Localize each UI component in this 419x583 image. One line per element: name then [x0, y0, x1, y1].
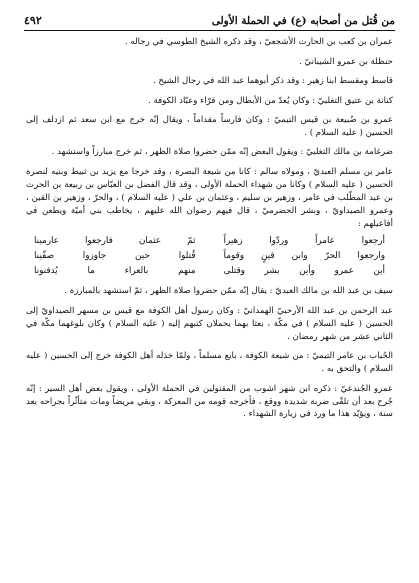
poem-verse [34, 234, 385, 249]
poem-verse [34, 264, 385, 279]
entry-imran: عمران بن كعب بن الحارث الأشجعيّ ، وقد ذكره الشيخ الطوسي في رجاله . [124, 37, 393, 47]
verse-second-hemistich: منهم بالعراء ما يُدفنونا [34, 266, 196, 277]
poem [34, 234, 385, 279]
verse-first-hemistich: أرجعوا عامراً وردّوا زهيراً [223, 236, 385, 247]
header-rule [24, 30, 395, 31]
entry-kinana: كنانة بن عتيق التغلبيّ : وكان يُعدّ من الأبطال ومن قرّاء وعبّاد الكوفة . [148, 95, 393, 106]
verse-second-hemistich: قُتلوا حين جاوزوا صفّينا [34, 251, 196, 262]
entry-hanzala: حنظلة بن عمرو الشيبانيّ . [298, 56, 393, 67]
verse-second-hemistich: ثمّ عثمان فارجعوا عارمينا [34, 236, 196, 247]
entry-dirgham: ضرغامة بن مالك التغلبيّ : ويقول البعض إنّه ممّن حضروا صلاة الظهر ، ثم خرج مبارزاً واستشهد . [51, 147, 393, 158]
entry-amir-salim: عامر بن مسلم العبديّ ، ومولاه سالم : كانا من شيعة البصرة ، وقد خرجا مع يزيد بن ثبيط وبنيه لنصرة الحسين ( عليه السلام ) وكانا من شهداء الحملة الأولى ، وقد قال الفضل بن العبّاس بن ربيعة بن الحرث بن عبد المطّلب في عامر ، وزهير بن سليم ، وعثمان بن علي ( عليه السلام ) ، والحرّ ، وزهير بن القين ، وعمرو الصيداويّ ، وبشر الحضرميّ ، قال فيهم رضوان الله عليهم ، يخاطب بني أميّة ويطعن في أفاعيلهم : [26, 166, 393, 229]
verse-first-hemistich: أين عمرو وأين بشر وقتلى [223, 266, 385, 277]
entry-hubab: الحُباب بن عامر التيميّ : من شيعة الكوفة ، بايع مسلماً ، ولمّا خذله أهل الكوفة خرج إلى الحسين ( عليه السلام ) والتحق به . [26, 351, 393, 375]
page-header [24, 9, 395, 27]
entry-abd-al-rahman: عبد الرحمن بن عبد الله الأرحبيّ الهمدانيّ : وكان رسول أهل الكوفة مع قيس بن مسهر الصيداويّ إلى الحسين ( عليه السلام ) في مكّة ، بعثا بهما يحملان كتبهم إليه ( عليه السلام ) وكان بلوغهما مكّة في الثاني عشر من شهر رمضان . [26, 305, 393, 342]
page-number: ٤٩٢ [24, 14, 42, 27]
running-title: من قُتل من أصحابه (ع) في الحملة الأولى [211, 15, 395, 27]
verse-first-hemistich: وارجعوا الحرّ وابن قينٍ وقوماً [223, 251, 385, 262]
entry-sayf: سيف بن عبد الله بن مالك العبديّ : يقال إنّه ممّن حضروا صلاة الظهر ، ثمّ استشهد بالمبارزة . [64, 286, 393, 297]
poem-verse [34, 249, 385, 264]
entry-qasit-muqsit: قاسط ومقسط ابنا زهير : وقد ذكر أبوهما عبد الله في رجال الشيخ . [152, 76, 393, 86]
page-body [26, 36, 393, 428]
entry-amr-jundai: عمرو الجُندعيّ : ذكره ابن شهر اشوب من المقتولين في الحملة الأولى ، ويقول بعض أهل السير : إنّه جُرح بعد أن تلقّى ضربة شديدة ووقع ، فأخرجه قومه من المعركة ، وبقي مريضاً ومات متأثّراً بجراحه بعد سنة ، ويؤيّد هذا ما ورد في زيارة الشهداء . [26, 383, 393, 420]
entry-amr-dubayah: عمرو بن ضُبيعة بن قيس التيميّ : وكان فارساً مقداماً ، ويقال إنّه خرج مع ابن سعد ثم ازدلف إلى الحسين ( عليه السلام ) . [26, 115, 393, 138]
